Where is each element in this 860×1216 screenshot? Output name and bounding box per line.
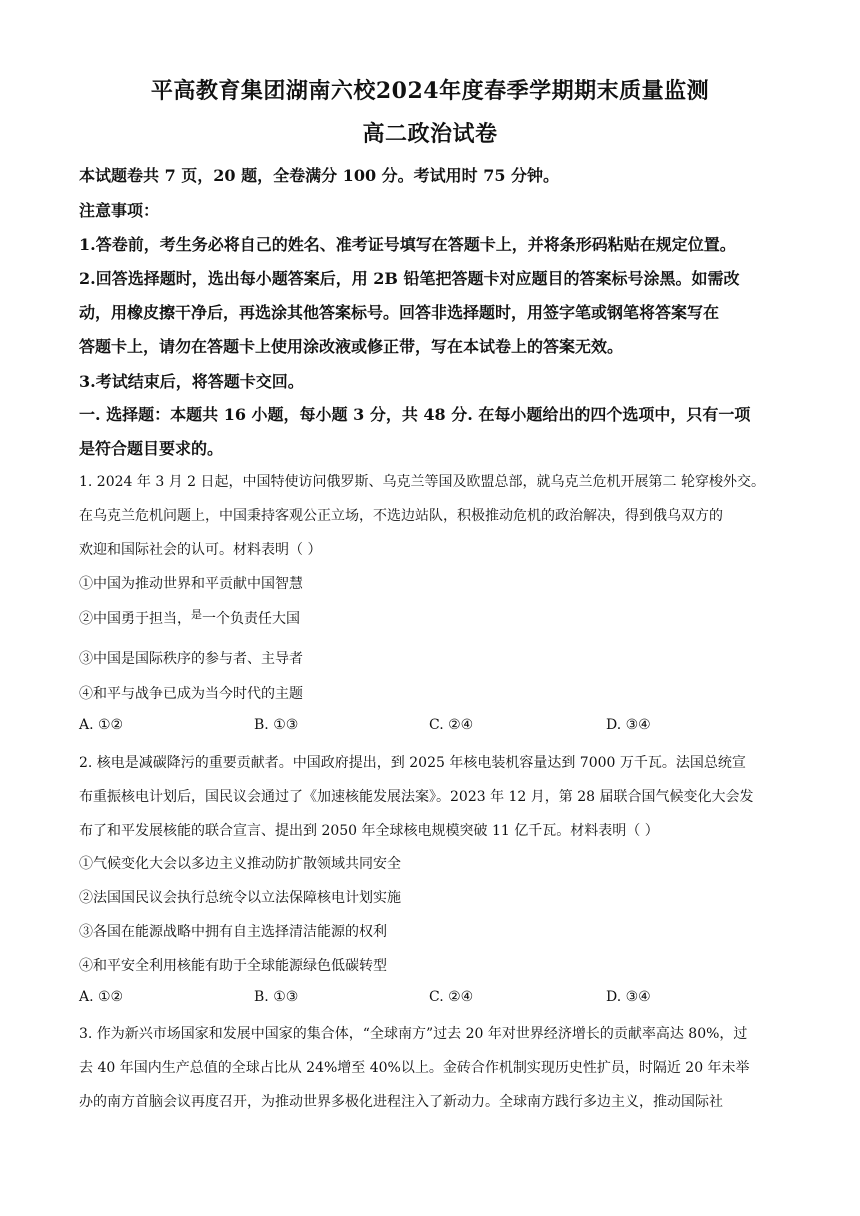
question-2-item: ①气候变化大会以多边主义推动防扩散领域共同安全 bbox=[79, 856, 401, 872]
question-1-item: ④和平与战争已成为当今时代的主题 bbox=[79, 686, 303, 702]
notice-item: 3.考试结束后，将答题卡交回。 bbox=[79, 372, 304, 391]
notice-title: 注意事项： bbox=[79, 201, 160, 220]
question-2-item: ②法国国民议会执行总统令以立法保障核电计划实施 bbox=[79, 890, 401, 906]
question-1-stem: 1. 2024 年 3 月 2 日起，中国特使访问俄罗斯、乌克兰等国及欧盟总部，就乌克兰危机开展第二 轮穿梭外交。 bbox=[79, 474, 765, 490]
option-d: D. ③④ bbox=[606, 989, 651, 1005]
question-3-stem: 3. 作为新兴市场国家和发展中国家的集合体，“全球南方”过去 20 年对世界经济增长的贡献率高达 80%，过 bbox=[79, 1026, 748, 1042]
question-3-stem: 去 40 年国内生产总值的全球占比从 24%增至 40%以上。金砖合作机制实现历史性扩员，时隔近 20 年未举 bbox=[79, 1060, 750, 1076]
notice-item: 答题卡上，请勿在答题卡上使用涂改液或修正带，写在本试卷上的答案无效。 bbox=[79, 337, 624, 356]
option-c: C. ②④ bbox=[429, 717, 474, 733]
question-1-item: ①中国为推动世界和平贡献中国智慧 bbox=[79, 576, 303, 592]
question-1-stem: 欢迎和国际社会的认可。材料表明（ ） bbox=[79, 542, 322, 558]
notice-item: 2.回答选择题时，选出每小题答案后，用 2B 铅笔把答题卡对应题目的答案标号涂黑。如需改 bbox=[79, 269, 740, 288]
question-2-stem: 布了和平发展核能的联合宣言、提出到 2050 年全球核电规模突破 11 亿千瓦。材料表明（ ） bbox=[79, 823, 659, 839]
exam-subtitle: 高二政治试卷 bbox=[362, 121, 498, 147]
option-b: B. ①③ bbox=[254, 989, 299, 1005]
option-a: A. ①② bbox=[79, 717, 124, 733]
question-3-stem: 办的南方首脑会议再度召开，为推动世界多极化进程注入了新动力。全球南方践行多边主义，推动国际社 bbox=[79, 1094, 723, 1110]
question-1-item: ③中国是国际秩序的参与者、主导者 bbox=[79, 651, 303, 667]
question-1-stem: 在乌克兰危机问题上，中国秉持客观公正立场，不选边站队，积极推动危机的政治解决，得到俄乌双方的 bbox=[79, 508, 723, 524]
exam-summary: 本试题卷共 7 页，20 题，全卷满分 100 分。考试用时 75 分钟。 bbox=[79, 166, 560, 185]
option-b: B. ①③ bbox=[254, 717, 299, 733]
notice-item: 动，用橡皮擦干净后，再选涂其他答案标号。回答非选择题时，用签字笔或钢笔将答案写在 bbox=[79, 303, 720, 322]
superscript-char: 是 bbox=[191, 608, 202, 621]
question-2-stem: 2. 核电是减碳降污的重要贡献者。中国政府提出，到 2025 年核电装机容量达到 7000 万千瓦。法国总统宣 bbox=[79, 755, 746, 771]
question-1-item: ②中国勇于担当，$^是$一个负责任大国 bbox=[79, 608, 300, 627]
option-a: A. ①② bbox=[79, 989, 124, 1005]
question-2-item: ④和平安全利用核能有助于全球能源绿色低碳转型 bbox=[79, 958, 387, 974]
option-c: C. ②④ bbox=[429, 989, 474, 1005]
option-d: D. ③④ bbox=[606, 717, 651, 733]
notice-item: 1.答卷前，考生务必将自己的姓名、准考证号填写在答题卡上，并将条形码粘贴在规定位置。 bbox=[79, 235, 736, 254]
section-heading: 是符合题目要求的。 bbox=[79, 439, 224, 458]
section-heading: 一. 选择题：本题共 16 小题，每小题 3 分，共 48 分. 在每小题给出的四个选项中，只有一项 bbox=[79, 405, 751, 424]
question-2-item: ③各国在能源战略中拥有自主选择清洁能源的权利 bbox=[79, 924, 387, 940]
exam-title: 平高教育集团湖南六校2024年度春季学期期末质量监测 bbox=[150, 78, 710, 104]
question-2-stem: 布重振核电计划后，国民议会通过了《加速核能发展法案》。2023 年 12 月，第 28 届联合国气候变化大会发 bbox=[79, 789, 754, 805]
